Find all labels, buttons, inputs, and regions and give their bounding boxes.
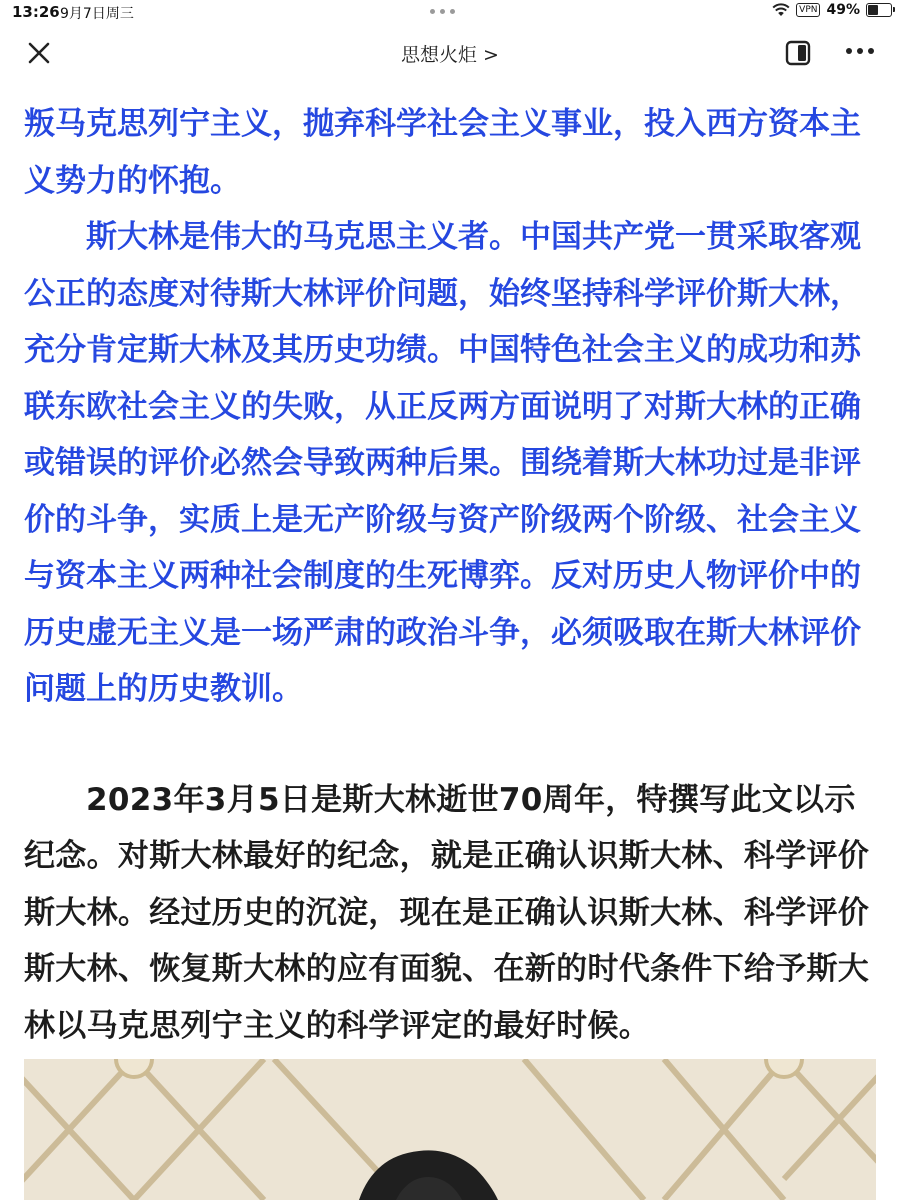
status-bar (0, 0, 900, 24)
battery-icon (866, 3, 892, 17)
photo-lattice-background (24, 1059, 876, 1200)
date: 9月7日周三 (60, 6, 134, 22)
wifi-icon (772, 3, 790, 17)
more-options-icon[interactable] (846, 48, 874, 54)
nav-bar (0, 24, 900, 80)
article-paragraph: 2023年3月5日是斯大林逝世70周年，特撰写此文以示纪念。对斯大林最好的纪念，就是正确认识斯大林、科学评价斯大林。经过历史的沉淀，现在是正确认识斯大林、科学评价斯大林、恢复斯大林的应有面貌、在新的时代条件下给予斯大林以马克思列宁主义的科学评定的最好时候。 (24, 781, 870, 1044)
reader-mode-icon[interactable] (784, 39, 812, 67)
account-title-link[interactable]: 思想火炬 > (401, 44, 499, 66)
article-body (24, 96, 884, 1054)
article-paragraph: 叛马克思列宁主义，抛弃科学社会主义事业，投入西方资本主义势力的怀抱。 (24, 106, 861, 199)
article-photo[interactable] (24, 1059, 876, 1200)
battery-percent: 49% (826, 2, 860, 18)
clock: 13:26 (12, 3, 60, 21)
multitask-indicator[interactable] (430, 9, 455, 14)
vpn-badge: VPN (796, 3, 820, 17)
article-paragraph: 斯大林是伟大的马克思主义者。中国共产党一贯采取客观公正的态度对待斯大林评价问题，始终坚持科学评价斯大林，充分肯定斯大林及其历史功绩。中国特色社会主义的成功和苏联东欧社会主义的失败，从正反两方面说明了对斯大林的正确或错误的评价必然会导致两种后果。围绕着斯大林功过是非评价的斗争，实质上是无产阶级与资产阶级两个阶级、社会主义与资本主义两种社会制度的生死博弈。反对历史人物评价中的历史虚无主义是一场严肃的政治斗争，必须吸取在斯大林评价问题上的历史教训。 (24, 219, 861, 707)
